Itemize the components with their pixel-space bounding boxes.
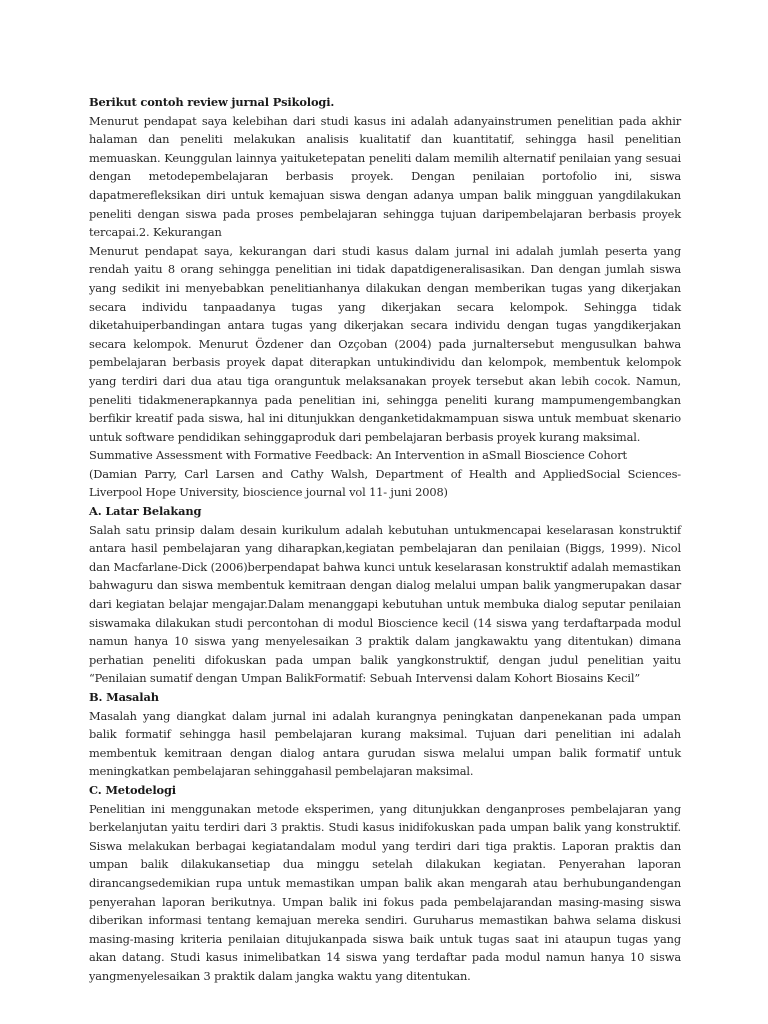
document-page bbox=[89, 93, 681, 986]
section-c-body: Penelitian ini menggunakan metode eksperimen, yang ditunjukkan denganproses pembelajaran yang berkelanjutan yaitu terdiri dari 3 praktis. Studi kasus inidifokuskan pada umpan balik yang konstruktif. Siswa melakukan berbagai kegiatandalam modul yang terdiri dari tiga praktis. Laporan praktis dan umpan balik dilakukansetiap dua minggu setelah dilakukan kegiatan. Penyerahan laporan dirancangsedemikian rupa untuk memastikan umpan balik akan mengarah atau berhubungandengan penyerahan laporan berikutnya. Umpan balik ini fokus pada pembelajarandan masing-masing siswa diberikan informasi tentang kemajuan mereka sendiri. Guruharus memastikan bahwa selama diskusi masing-masing kriteria penilaian ditujukanpada siswa baik untuk tugas saat ini ataupun tugas yang akan datang. Studi kasus inimelibatkan 14 siswa yang terdaftar pada modul namun hanya 10 siswa yangmenyelesaikan 3 praktik dalam jangka waktu yang ditentukan. bbox=[89, 801, 681, 983]
section-c-heading: C. Metodelogi bbox=[89, 782, 176, 797]
section-a-heading: A. Latar Belakang bbox=[89, 504, 202, 519]
intro-title: Berikut contoh review jurnal Psikologi. bbox=[89, 95, 335, 109]
section-a-body: Salah satu prinsip dalam desain kurikulum adalah kebutuhan untukmencapai keselarasan konstruktif antara hasil pembelajaran yang diharapkan,kegiatan pembelajaran dan penilaian (Biggs, 1999). Nicol dan Macfarlane-Dick (2006)berpendapat bahwa kunci untuk keselarasan konstruktif adalah memastikan bahwaguru dan siswa membentuk kemitraan dengan dialog melalui umpan balik yangmerupakan dasar dari kegiatan belajar mengajar.Dalam menanggapi kebutuhan untuk membuka dialog seputar penilaian siswamaka dilakukan studi percontohan di modul Bioscience kecil (14 siswa yang terdaftarpada modul namun hanya 10 siswa yang menyelesaikan 3 praktik dalam jangkawaktu yang ditentukan) dimana perhatian peneliti difokuskan pada umpan balik yangkonstruktif, dengan judul penelitian yaitu “Penilaian sumatif dengan Umpan BalikFormatif: Sebuah Intervensi dalam Kohort Biosains Kecil” bbox=[89, 522, 681, 686]
section-b-body: Masalah yang diangkat dalam jurnal ini adalah kurangnya peningkatan danpenekanan pada umpan balik formatif sehingga hasil pembelajaran kurang maksimal. Tujuan dari penelitian ini adalah membentuk kemitraan dengan dialog antara gurudan siswa melalui umpan balik formatif untuk meningkatkan pembelajaran sehinggahasil pembelajaran maksimal. bbox=[89, 708, 681, 779]
kelebihan-paragraph: Menurut pendapat saya kelebihan dari studi kasus ini adalah adanyainstrumen penelitian pada akhir halaman dan peneliti melakukan analisis kualitatif dan kuantitatif, sehingga hasil penelitian memuaskan. Keunggulan lainnya yaituketepatan peneliti dalam memilih alternatif penilaian yang sesuai dengan metodepembelajaran berbasis proyek. Dengan penilaian portofolio ini, siswa dapatmerefleksikan diri untuk kemajuan siswa dengan adanya umpan balik mingguan yangdilakukan peneliti dengan siswa pada proses pembelajaran sehingga tujuan daripembelajaran berbasis proyek tercapai.2. Kekurangan bbox=[89, 113, 681, 240]
section-b-heading: B. Masalah bbox=[89, 690, 159, 704]
article-title: Summative Assessment with Formative Feedback: An Intervention in aSmall Bioscience Cohort bbox=[89, 448, 627, 463]
kekurangan-paragraph: Menurut pendapat saya, kekurangan dari studi kasus dalam jurnal ini adalah jumlah peserta yang rendah yaitu 8 orang sehingga penelitian ini tidak dapatdigeneralisasikan. Dan dengan jumlah siswa yang sedikit ini menyebabkan penelitianhanya dilakukan dengan memberikan tugas yang dikerjakan secara individu tanpaadanya tugas yang dikerjakan secara kelompok. Sehingga tidak diketahuiperbandingan antara tugas yang dikerjakan secara individu dengan tugas yangdikerjakan secara kelompok. Menurut Özdener dan Ozçoban (2004) pada jurnaltersebut mengusulkan bahwa pembelajaran berbasis proyek dapat diterapkan untukindividu dan kelompok, membentuk kelompok yang terdiri dari dua atau tiga oranguntuk melaksanakan proyek tersebut akan lebih cocok. Namun, peneliti tidakmenerapkannya pada penelitian ini, sehingga peneliti kurang mampumengembangkan berfikir kreatif pada siswa, hal ini ditunjukkan denganketidakmampuan siswa untuk membuat skenario untuk software pendidikan sehinggaproduk dari pembelajaran berbasis proyek kurang maksimal. bbox=[89, 243, 681, 444]
article-citation: (Damian Parry, Carl Larsen and Cathy Walsh, Department of Health and AppliedSocial Sciences-Liverpool Hope University, bioscience journal vol 11- juni 2008) bbox=[89, 466, 681, 500]
